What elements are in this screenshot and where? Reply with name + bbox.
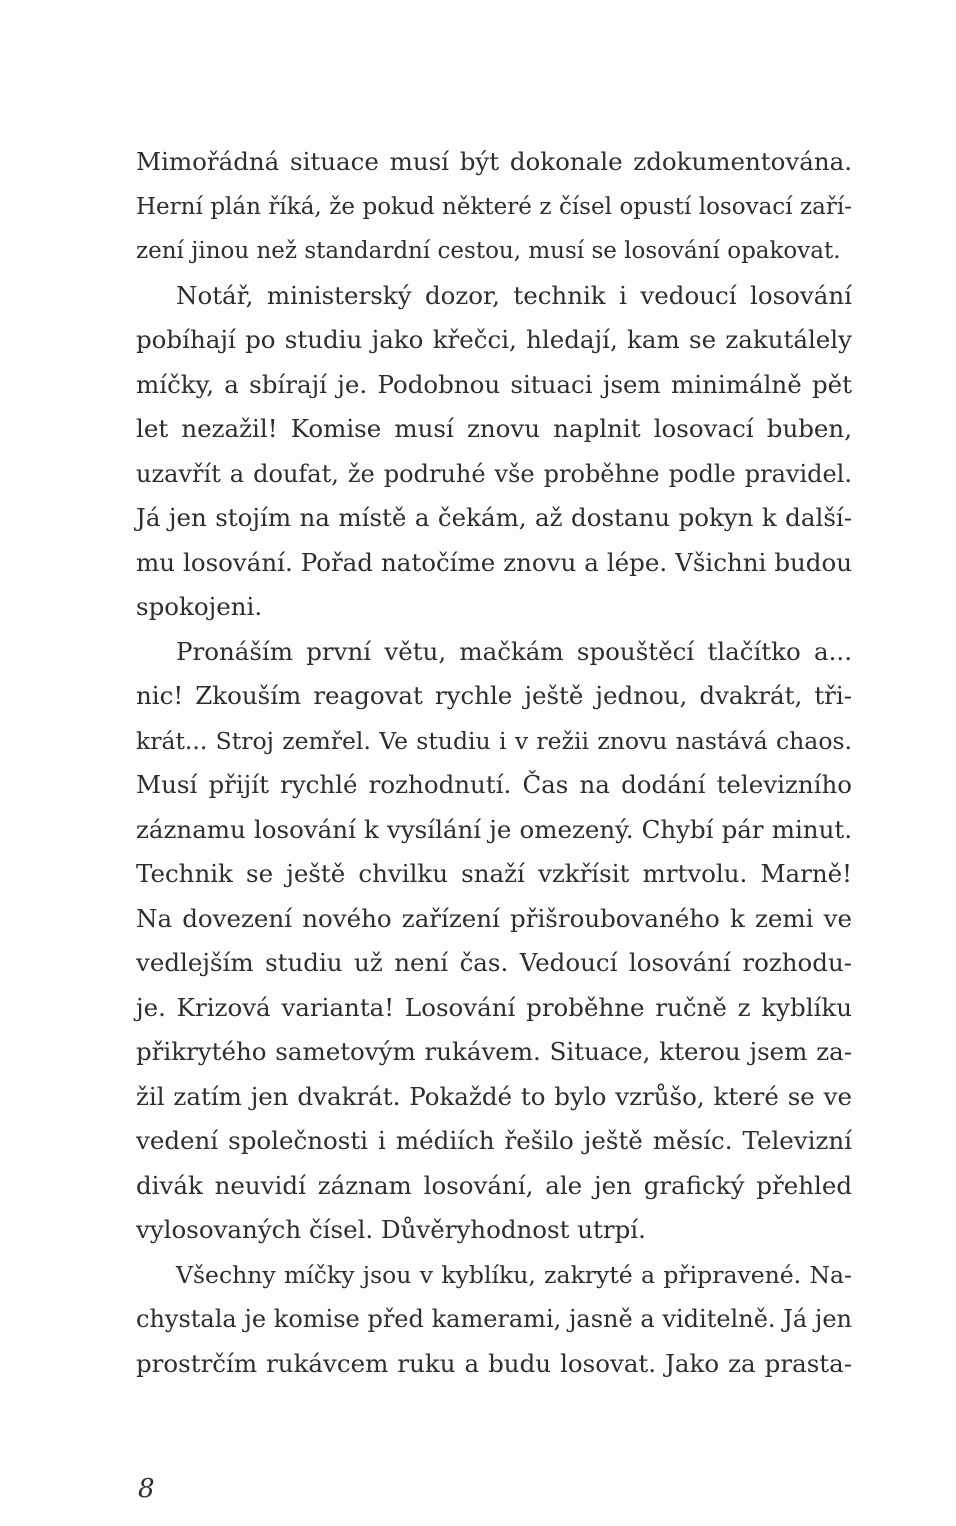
text-line: chystala je komise před kamerami, jasně a viditelně. Já jen	[136, 1305, 852, 1333]
text-line: je. Krizová varianta! Losování proběhne ručně z kyblíku	[136, 992, 852, 1022]
text-line: nic! Zkouším reagovat rychle ještě jednou, dvakrát, tři-	[136, 681, 852, 710]
text-line: krát... Stroj zemřel. Ve studiu i v režii znovu nastává chaos.	[136, 726, 852, 755]
text-line: Herní plán říká, že pokud některé z čísel opustí losovací zaří-	[136, 193, 852, 220]
text-line: Musí přijít rychlé rozhodnutí. Čas na dodání televizního	[136, 770, 852, 799]
text-line: záznamu losování k vysílání je omezený. Chybí pár minut.	[136, 814, 852, 844]
text-line: pobíhají po studiu jako křečci, hledají, kam se zakutálely	[136, 325, 852, 354]
text-line: prostrčím rukávcem ruku a budu losovat. Jako za prasta-	[136, 1348, 852, 1378]
text-line: přikrytého sametovým rukávem. Situace, kterou jsem za-	[136, 1037, 852, 1066]
text-line: vylosovaných čísel. Důvěryhodnost utrpí.	[136, 1215, 646, 1244]
text-line: žil zatím jen dvakrát. Pokaždé to bylo vzrůšo, které se ve	[136, 1081, 852, 1111]
text-line: divák neuvidí záznam losování, ale jen grafický přehled	[136, 1170, 852, 1200]
text-line: uzavřít a doufat, že podruhé vše proběhne podle pravidel.	[136, 459, 852, 488]
text-line: zení jinou než standardní cestou, musí se losování opakovat.	[136, 238, 841, 264]
text-line: míčky, a sbírají je. Podobnou situaci jsem minimálně pět	[136, 369, 852, 399]
text-line: spokojeni.	[136, 592, 263, 621]
text-line: Technik se ještě chvilku snaží vzkřísit mrtvolu. Marně!	[136, 859, 852, 888]
text-line: let nezažil! Komise musí znovu naplnit losovací buben,	[136, 414, 852, 443]
text-line: Na dovezení nového zařízení přišroubovaného k zemi ve	[136, 903, 852, 933]
text-line: Já jen stojím na místě a čekám, až dostanu pokyn k další-	[136, 503, 852, 532]
text-line: Notář, ministerský dozor, technik i vedoucí losování	[176, 280, 852, 310]
text-line: Všechny míčky jsou v kyblíku, zakryté a připravené. Na-	[176, 1260, 852, 1289]
text-line: vedlejším studiu už není čas. Vedoucí losování rozhodu-	[136, 948, 852, 977]
text-line: mu losování. Pořad natočíme znovu a lépe. Všichni budou	[136, 547, 852, 577]
body-text	[136, 140, 852, 1386]
text-line: vedení společnosti i médiích řešilo ještě měsíc. Televizní	[136, 1126, 852, 1155]
text-line: Pronáším první větu, mačkám spouštěcí tlačítko a...	[176, 636, 852, 666]
text-line: Mimořádná situace musí být dokonale zdokumentována.	[136, 147, 852, 176]
page-number: 8	[138, 1474, 155, 1504]
